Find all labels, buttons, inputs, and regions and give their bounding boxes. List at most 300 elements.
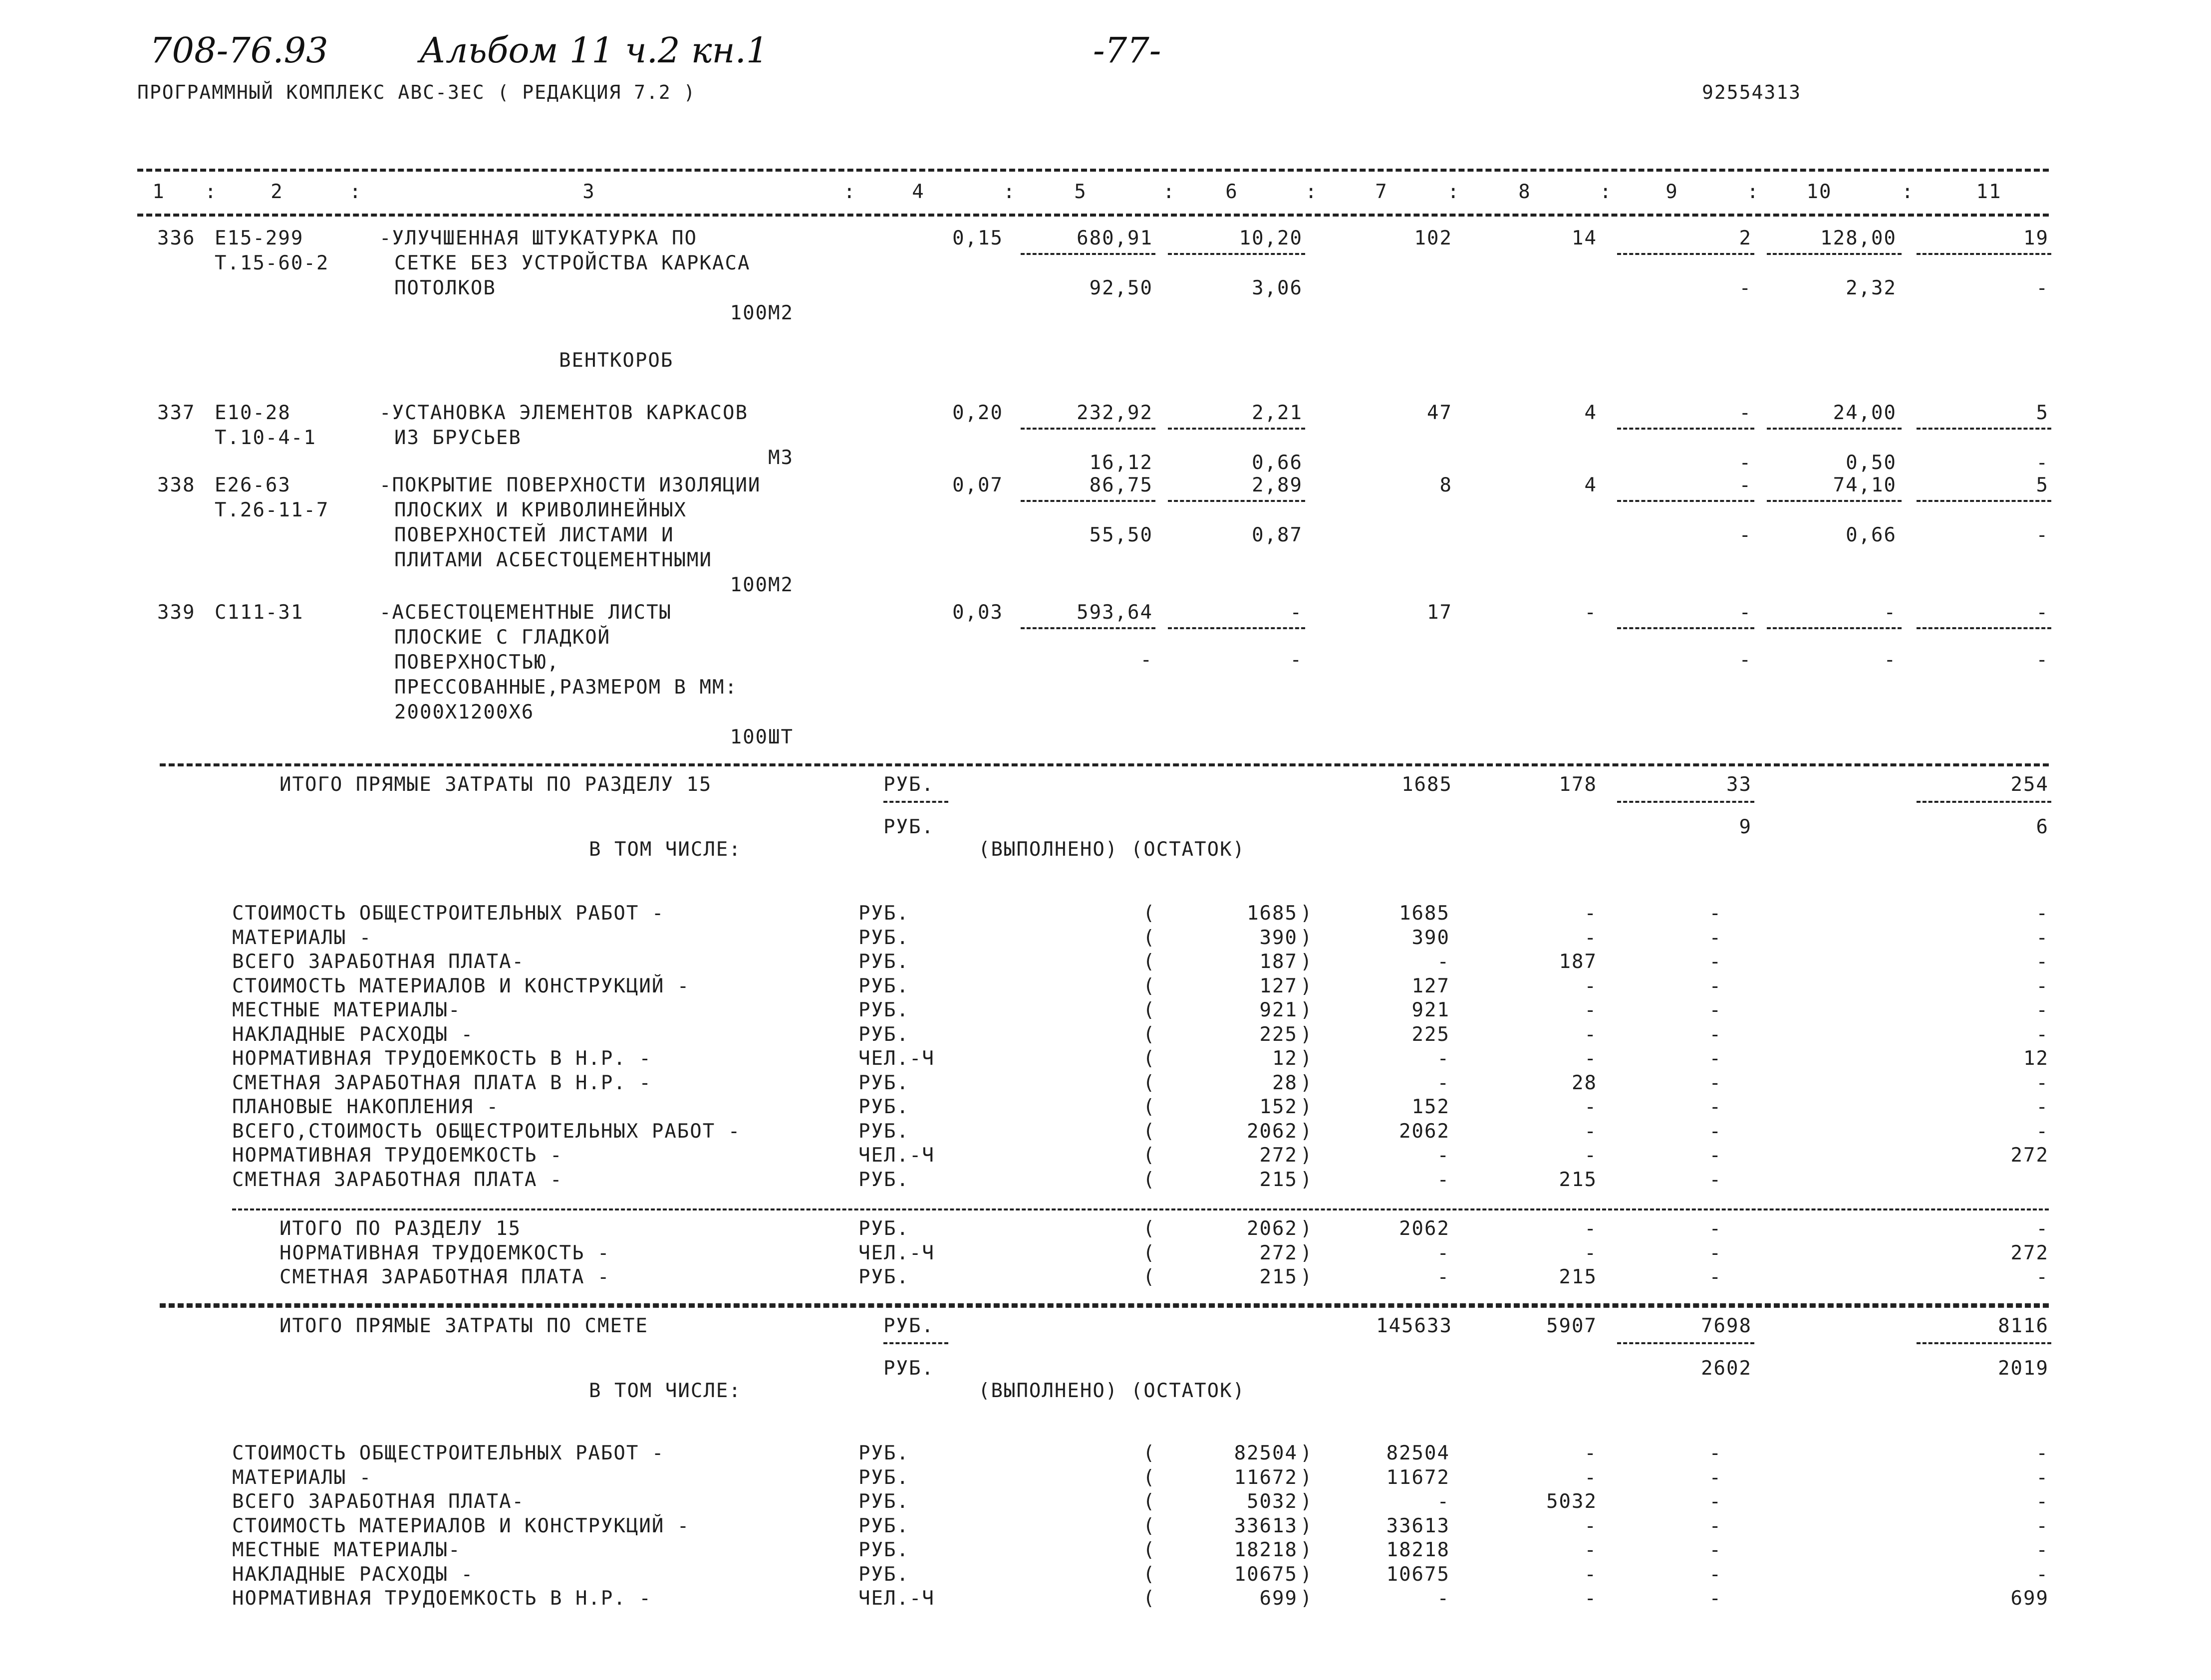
unit-of-measure: 100М2 <box>730 574 794 596</box>
total-line-unit: РУБ. <box>858 951 909 973</box>
paren-open: ( <box>1143 902 1156 925</box>
page-number-handwritten: -77- <box>1093 30 1161 71</box>
total-line-label: НОРМАТИВНАЯ ТРУДОЕМКОСТЬ В Н.Р. - <box>232 1047 652 1070</box>
column-header-4: 4 <box>912 181 925 203</box>
total-line-label: НОРМАТИВНАЯ ТРУДОЕМКОСТЬ - <box>232 1144 563 1167</box>
paren-close: ) <box>1300 1217 1313 1240</box>
section-summary-machine: - <box>1709 1241 1722 1264</box>
summary-top-rule <box>232 1208 2049 1210</box>
sub-rule <box>1917 428 2051 430</box>
total-line-label: СТОИМОСТЬ МАТЕРИАЛОВ И КОНСТРУКЦИЙ - <box>232 1514 690 1537</box>
total-unit-secondary: РУБ. <box>883 1357 934 1380</box>
total-line-machine: - <box>1709 1490 1722 1513</box>
total-line-wage: - <box>1584 1539 1597 1561</box>
total-line-wage: - <box>1584 1120 1597 1143</box>
total-line-label: МЕСТНЫЕ МАТЕРИАЛЫ- <box>232 1539 461 1561</box>
total-line-cost: - <box>1437 1047 1450 1070</box>
total-labor-secondary: 2019 <box>1998 1357 2049 1380</box>
sub-rule <box>1021 500 1155 502</box>
total-line-wage: - <box>1584 1514 1597 1537</box>
total-cost: 102 <box>1414 227 1452 249</box>
section-summary-value: 2062 <box>1247 1217 1298 1240</box>
section-summary-value: 215 <box>1259 1266 1298 1288</box>
total-machine: 33 <box>1726 773 1752 796</box>
rate-code: Е26-63 <box>215 474 291 496</box>
total-line-value: 5032 <box>1247 1490 1298 1513</box>
total-line-label: НОРМАТИВНАЯ ТРУДОЕМКОСТЬ В Н.Р. - <box>232 1587 652 1610</box>
total-line-label: СМЕТНАЯ ЗАРАБОТНАЯ ПЛАТА - <box>232 1168 563 1191</box>
total-line-cost: 1685 <box>1399 902 1450 925</box>
total-line-cost: 390 <box>1411 926 1450 949</box>
unit-underline <box>883 801 948 803</box>
total-line-unit: ЧЕЛ.-Ч <box>858 1144 935 1167</box>
paren-open: ( <box>1143 1587 1156 1610</box>
section-summary-label: ИТОГО ПО РАЗДЕЛУ 15 <box>279 1217 522 1240</box>
total-line-value: 11672 <box>1234 1466 1298 1489</box>
quantity: 0,03 <box>952 601 1003 624</box>
total-line-value: 215 <box>1259 1168 1298 1191</box>
column-header-5: 5 <box>1074 181 1087 203</box>
unit-underline <box>883 1342 948 1344</box>
total-line-labor: - <box>2036 1490 2049 1513</box>
paren-close: ) <box>1300 1047 1313 1070</box>
unit-wage: - <box>1290 601 1303 624</box>
labor-norm-secondary: 0,50 <box>1846 452 1897 474</box>
paren-close: ) <box>1300 1071 1313 1094</box>
total-line-labor: - <box>2036 974 2049 997</box>
total-line-label: МАТЕРИАЛЫ - <box>232 926 372 949</box>
total-wage: - <box>1584 601 1597 624</box>
total-line-unit: РУБ. <box>858 1539 909 1561</box>
paren-open: ( <box>1143 974 1156 997</box>
rate-code-secondary: Т.26-11-7 <box>215 499 329 521</box>
paren-close: ) <box>1300 1120 1313 1143</box>
column-header-2: 2 <box>271 181 283 203</box>
column-header-7: 7 <box>1375 181 1388 203</box>
section-summary-labor: - <box>2036 1217 2049 1240</box>
total-line-unit: РУБ. <box>858 902 909 925</box>
unit-cost: 232,92 <box>1077 402 1153 424</box>
total-line-wage: - <box>1584 1466 1597 1489</box>
unit-cost-secondary: 16,12 <box>1089 452 1153 474</box>
sub-rule <box>1168 253 1305 255</box>
paren-close: ) <box>1300 926 1313 949</box>
paren-close: ) <box>1300 1442 1313 1464</box>
sub-rule <box>1168 627 1305 629</box>
total-line-wage: - <box>1584 1144 1597 1167</box>
total-line-unit: РУБ. <box>858 1442 909 1464</box>
total-line-value: 28 <box>1272 1071 1298 1094</box>
total-line-wage: - <box>1584 1442 1597 1464</box>
work-description-line: -ПОКРЫТИЕ ПОВЕРХНОСТИ ИЗОЛЯЦИИ <box>379 474 761 496</box>
paren-open: ( <box>1143 1539 1156 1561</box>
column-separator: : <box>1305 181 1318 203</box>
total-line-labor: - <box>2036 1442 2049 1464</box>
paren-open: ( <box>1143 1266 1156 1288</box>
total-line-value: 12 <box>1272 1047 1298 1070</box>
total-line-labor: 699 <box>2010 1587 2049 1610</box>
sub-rule <box>1767 500 1902 502</box>
total-line-unit: РУБ. <box>858 1023 909 1046</box>
total-line-machine: - <box>1709 1514 1722 1537</box>
paren-close: ) <box>1300 1023 1313 1046</box>
total-line-labor: - <box>2036 1466 2049 1489</box>
total-line-wage: 187 <box>1559 951 1597 973</box>
total-line-machine: - <box>1709 902 1722 925</box>
double-rule <box>160 1303 2049 1306</box>
document-number: 92554313 <box>1702 81 1802 103</box>
column-header-11: 11 <box>1976 181 2002 203</box>
total-line-machine: - <box>1709 1466 1722 1489</box>
total-line-machine: - <box>1709 951 1722 973</box>
total-line-wage: - <box>1584 999 1597 1021</box>
paren-close: ) <box>1300 1514 1313 1537</box>
total-line-label: ВСЕГО ЗАРАБОТНАЯ ПЛАТА- <box>232 1490 525 1513</box>
paren-open: ( <box>1143 1096 1156 1118</box>
column-separator: : <box>1003 181 1016 203</box>
column-separator: : <box>205 181 218 203</box>
total-label: ИТОГО ПРЯМЫЕ ЗАТРАТЫ ПО СМЕТЕ <box>279 1315 648 1337</box>
total-machine: 7698 <box>1701 1315 1752 1337</box>
quantity: 0,15 <box>952 227 1003 249</box>
paren-open: ( <box>1143 1023 1156 1046</box>
unit-wage: 2,21 <box>1252 402 1303 424</box>
sub-rule <box>1021 627 1155 629</box>
paren-close: ) <box>1300 974 1313 997</box>
sub-rule <box>1917 627 2051 629</box>
total-line-cost: 225 <box>1411 1023 1450 1046</box>
paren-open: ( <box>1143 1442 1156 1464</box>
section-summary-value: 272 <box>1259 1241 1298 1264</box>
unit-wage: 2,89 <box>1252 474 1303 496</box>
total-line-unit: РУБ. <box>858 1466 909 1489</box>
total-line-unit: РУБ. <box>858 1096 909 1118</box>
total-line-cost: 33613 <box>1386 1514 1450 1537</box>
paren-close: ) <box>1300 1539 1313 1561</box>
labor-total-secondary: - <box>2036 452 2049 474</box>
paren-close: ) <box>1300 1563 1313 1586</box>
total-unit: РУБ. <box>883 1315 934 1337</box>
rate-code: С111-31 <box>215 601 304 624</box>
total-line-labor: - <box>2036 1539 2049 1561</box>
work-description-line: ПЛИТАМИ АСБЕСТОЦЕМЕНТНЫМИ <box>394 549 712 571</box>
sub-rule <box>1021 253 1155 255</box>
machine-cost-secondary: - <box>1739 524 1752 546</box>
header-top-rule <box>137 169 2049 172</box>
section-summary-label: НОРМАТИВНАЯ ТРУДОЕМКОСТЬ - <box>279 1241 610 1264</box>
section-summary-cost: - <box>1437 1266 1450 1288</box>
section_total-top-rule <box>160 763 2049 766</box>
total-line-labor: - <box>2036 1096 2049 1118</box>
sub-rule <box>1617 1342 1754 1344</box>
paren-open: ( <box>1143 1144 1156 1167</box>
machine-cost-secondary: - <box>1739 452 1752 474</box>
sub-rule <box>1617 500 1754 502</box>
total-unit-secondary: РУБ. <box>883 816 934 838</box>
rate-code-secondary: Т.15-60-2 <box>215 252 329 274</box>
total-line-labor: - <box>2036 902 2049 925</box>
labor-total: 5 <box>2036 474 2049 496</box>
total-line-labor: 12 <box>2023 1047 2049 1070</box>
total-line-label: НАКЛАДНЫЕ РАСХОДЫ - <box>232 1563 474 1586</box>
total-line-value: 699 <box>1259 1587 1298 1610</box>
total-line-unit: РУБ. <box>858 1071 909 1094</box>
header-bottom-rule <box>137 214 2049 217</box>
total-line-wage: 28 <box>1572 1071 1597 1094</box>
quantity: 0,20 <box>952 402 1003 424</box>
section-summary-machine: - <box>1709 1266 1722 1288</box>
unit-cost-secondary: 92,50 <box>1089 277 1153 299</box>
machine-cost: 2 <box>1739 227 1752 249</box>
section-summary-wage: - <box>1584 1241 1597 1264</box>
labor-norm: 74,10 <box>1833 474 1897 496</box>
total-line-value: 390 <box>1259 926 1298 949</box>
total-cost: 1685 <box>1401 773 1452 796</box>
total-line-machine: - <box>1709 1442 1722 1464</box>
total-machine-secondary: 2602 <box>1701 1357 1752 1380</box>
total-line-machine: - <box>1709 1047 1722 1070</box>
completed-remaining-label: (ВЫПОЛНЕНО) (ОСТАТОК) <box>978 838 1246 861</box>
paren-open: ( <box>1143 1071 1156 1094</box>
total-line-wage: 215 <box>1559 1168 1597 1191</box>
rate-code-secondary: Т.10-4-1 <box>215 427 316 449</box>
work-description-line: -УЛУЧШЕННАЯ ШТУКАТУРКА ПО <box>379 227 697 249</box>
total-line-labor: - <box>2036 926 2049 949</box>
total-line-wage: - <box>1584 926 1597 949</box>
total-line-value: 1685 <box>1247 902 1298 925</box>
unit-of-measure: 100ШТ <box>730 726 794 748</box>
paren-open: ( <box>1143 951 1156 973</box>
total-line-wage: - <box>1584 1047 1597 1070</box>
total-line-machine: - <box>1709 1120 1722 1143</box>
machine-cost: - <box>1739 402 1752 424</box>
total-line-unit: РУБ. <box>858 999 909 1021</box>
paren-close: ) <box>1300 1096 1313 1118</box>
unit-cost: 680,91 <box>1077 227 1153 249</box>
total-cost: 145633 <box>1376 1315 1452 1337</box>
row-number: 337 <box>157 402 196 424</box>
total-line-labor: - <box>2036 1120 2049 1143</box>
sub-rule <box>1617 428 1754 430</box>
total-wage: 14 <box>1572 227 1597 249</box>
column-separator: : <box>1447 181 1460 203</box>
total-line-labor: - <box>2036 999 2049 1021</box>
section-summary-label: СМЕТНАЯ ЗАРАБОТНАЯ ПЛАТА - <box>279 1266 610 1288</box>
sub-rule <box>1917 801 2051 803</box>
labor-total: 5 <box>2036 402 2049 424</box>
section-summary-cost: - <box>1437 1241 1450 1264</box>
total-line-machine: - <box>1709 1096 1722 1118</box>
labor-total: - <box>2036 601 2049 624</box>
total-line-unit: ЧЕЛ.-Ч <box>858 1047 935 1070</box>
rate-code: Е15-299 <box>215 227 304 249</box>
sub-rule <box>1917 500 2051 502</box>
work-description-line: 2000Х1200Х6 <box>394 701 535 723</box>
total-cost: 17 <box>1427 601 1452 624</box>
total-line-cost: 82504 <box>1386 1442 1450 1464</box>
total-line-machine: - <box>1709 1023 1722 1046</box>
sub-rule <box>1021 428 1155 430</box>
total-line-machine: - <box>1709 1587 1722 1610</box>
total-line-unit: РУБ. <box>858 1514 909 1537</box>
labor-norm: 24,00 <box>1833 402 1897 424</box>
total-line-wage: - <box>1584 974 1597 997</box>
paren-open: ( <box>1143 1120 1156 1143</box>
total-line-unit: РУБ. <box>858 974 909 997</box>
column-header-10: 10 <box>1806 181 1832 203</box>
labor-norm-secondary: 2,32 <box>1846 277 1897 299</box>
unit-cost: 86,75 <box>1089 474 1153 496</box>
album-code-handwritten: 708-76.93 <box>150 30 328 71</box>
labor-total-secondary: - <box>2036 649 2049 671</box>
total-line-wage: - <box>1584 1096 1597 1118</box>
paren-close: ) <box>1300 999 1313 1021</box>
paren-open: ( <box>1143 1168 1156 1191</box>
machine-cost-secondary: - <box>1739 649 1752 671</box>
sub-rule <box>1617 627 1754 629</box>
paren-open: ( <box>1143 1047 1156 1070</box>
column-separator: : <box>1902 181 1915 203</box>
total-wage: 4 <box>1584 402 1597 424</box>
section-summary-unit: РУБ. <box>858 1217 909 1240</box>
paren-open: ( <box>1143 1563 1156 1586</box>
total-line-cost: 11672 <box>1386 1466 1450 1489</box>
total-unit: РУБ. <box>883 773 934 796</box>
row-number: 339 <box>157 601 196 624</box>
labor-norm: 128,00 <box>1820 227 1897 249</box>
section-heading: ВЕНТКОРОБ <box>559 349 674 372</box>
total-line-machine: - <box>1709 1168 1722 1191</box>
including-label: В ТОМ ЧИСЛЕ: <box>589 838 742 861</box>
paren-close: ) <box>1300 1466 1313 1489</box>
total-line-unit: ЧЕЛ.-Ч <box>858 1587 935 1610</box>
total-line-cost: 18218 <box>1386 1539 1450 1561</box>
total-line-label: СТОИМОСТЬ МАТЕРИАЛОВ И КОНСТРУКЦИЙ - <box>232 974 690 997</box>
section-summary-unit: ЧЕЛ.-Ч <box>858 1241 935 1264</box>
labor-norm-secondary: 0,66 <box>1846 524 1897 546</box>
paren-close: ) <box>1300 1266 1313 1288</box>
total-line-labor: - <box>2036 951 2049 973</box>
total-line-value: 2062 <box>1247 1120 1298 1143</box>
paren-close: ) <box>1300 1490 1313 1513</box>
total-label: ИТОГО ПРЯМЫЕ ЗАТРАТЫ ПО РАЗДЕЛУ 15 <box>279 773 712 796</box>
paren-open: ( <box>1143 1466 1156 1489</box>
unit-of-measure: 100М2 <box>730 302 794 324</box>
total-line-labor: - <box>2036 1563 2049 1586</box>
labor-norm: - <box>1884 601 1897 624</box>
work-description-line: ИЗ БРУСЬЕВ <box>394 427 522 449</box>
work-description-line: -АСБЕСТОЦЕМЕНТНЫЕ ЛИСТЫ <box>379 601 672 624</box>
paren-open: ( <box>1143 999 1156 1021</box>
column-header-8: 8 <box>1518 181 1531 203</box>
sub-rule <box>1767 253 1902 255</box>
column-separator: : <box>1747 181 1760 203</box>
paren-close: ) <box>1300 951 1313 973</box>
total-line-label: МЕСТНЫЕ МАТЕРИАЛЫ- <box>232 999 461 1021</box>
column-header-9: 9 <box>1665 181 1678 203</box>
total-line-cost: - <box>1437 1490 1450 1513</box>
work-description-line: ПОВЕРХНОСТЬЮ, <box>394 651 560 674</box>
section-summary-wage: 215 <box>1559 1266 1597 1288</box>
paren-close: ) <box>1300 1241 1313 1264</box>
machine-cost: - <box>1739 474 1752 496</box>
total-line-labor: - <box>2036 1514 2049 1537</box>
row-number: 336 <box>157 227 196 249</box>
total-line-value: 127 <box>1259 974 1298 997</box>
section-summary-wage: - <box>1584 1217 1597 1240</box>
paren-close: ) <box>1300 902 1313 925</box>
unit-cost-secondary: 55,50 <box>1089 524 1153 546</box>
unit-wage-secondary: 0,87 <box>1252 524 1303 546</box>
total-line-labor: - <box>2036 1071 2049 1094</box>
completed-remaining-label: (ВЫПОЛНЕНО) (ОСТАТОК) <box>978 1380 1246 1402</box>
total-line-machine: - <box>1709 974 1722 997</box>
total-line-cost: - <box>1437 1144 1450 1167</box>
total-line-value: 82504 <box>1234 1442 1298 1464</box>
unit-of-measure: М3 <box>768 447 794 469</box>
column-separator: : <box>349 181 362 203</box>
album-title-handwritten: Альбом 11 ч.2 кн.1 <box>419 30 769 71</box>
unit-cost-secondary: - <box>1140 649 1153 671</box>
total-line-unit: РУБ. <box>858 1563 909 1586</box>
total-wage: 4 <box>1584 474 1597 496</box>
total-line-machine: - <box>1709 1539 1722 1561</box>
machine-cost: - <box>1739 601 1752 624</box>
section-summary-labor: 272 <box>2010 1241 2049 1264</box>
total-line-value: 10675 <box>1234 1563 1298 1586</box>
total-line-value: 921 <box>1259 999 1298 1021</box>
total-machine-secondary: 9 <box>1739 816 1752 838</box>
total-labor: 254 <box>2010 773 2049 796</box>
total-line-cost: 152 <box>1411 1096 1450 1118</box>
paren-close: ) <box>1300 1168 1313 1191</box>
total-line-value: 152 <box>1259 1096 1298 1118</box>
unit-wage: 10,20 <box>1239 227 1303 249</box>
work-description-line: СЕТКЕ БЕЗ УСТРОЙСТВА КАРКАСА <box>394 252 751 274</box>
total-line-labor: 272 <box>2010 1144 2049 1167</box>
total-line-label: СТОИМОСТЬ ОБЩЕСТРОИТЕЛЬНЫХ РАБОТ - <box>232 902 665 925</box>
total-line-label: СМЕТНАЯ ЗАРАБОТНАЯ ПЛАТА В Н.Р. - <box>232 1071 652 1094</box>
labor-norm-secondary: - <box>1884 649 1897 671</box>
total-line-wage: 5032 <box>1546 1490 1597 1513</box>
total-line-machine: - <box>1709 926 1722 949</box>
total-line-cost: 2062 <box>1399 1120 1450 1143</box>
sub-rule <box>1917 1342 2051 1344</box>
column-header-1: 1 <box>152 181 165 203</box>
total-line-unit: РУБ. <box>858 926 909 949</box>
total-line-value: 18218 <box>1234 1539 1298 1561</box>
total-line-value: 187 <box>1259 951 1298 973</box>
sub-rule <box>1917 253 2051 255</box>
including-label: В ТОМ ЧИСЛЕ: <box>589 1380 742 1402</box>
row-number: 338 <box>157 474 196 496</box>
sub-rule <box>1168 500 1305 502</box>
section-summary-unit: РУБ. <box>858 1266 909 1288</box>
total-labor-secondary: 6 <box>2036 816 2049 838</box>
total-wage: 178 <box>1559 773 1597 796</box>
paren-open: ( <box>1143 1514 1156 1537</box>
total-line-unit: РУБ. <box>858 1490 909 1513</box>
sub-rule <box>1617 801 1754 803</box>
total-line-cost: - <box>1437 951 1450 973</box>
total-line-labor: - <box>2036 1023 2049 1046</box>
total-line-value: 33613 <box>1234 1514 1298 1537</box>
quantity: 0,07 <box>952 474 1003 496</box>
total-line-cost: 127 <box>1411 974 1450 997</box>
column-separator: : <box>1163 181 1176 203</box>
work-description-line: ПОТОЛКОВ <box>394 277 496 299</box>
paren-open: ( <box>1143 1241 1156 1264</box>
